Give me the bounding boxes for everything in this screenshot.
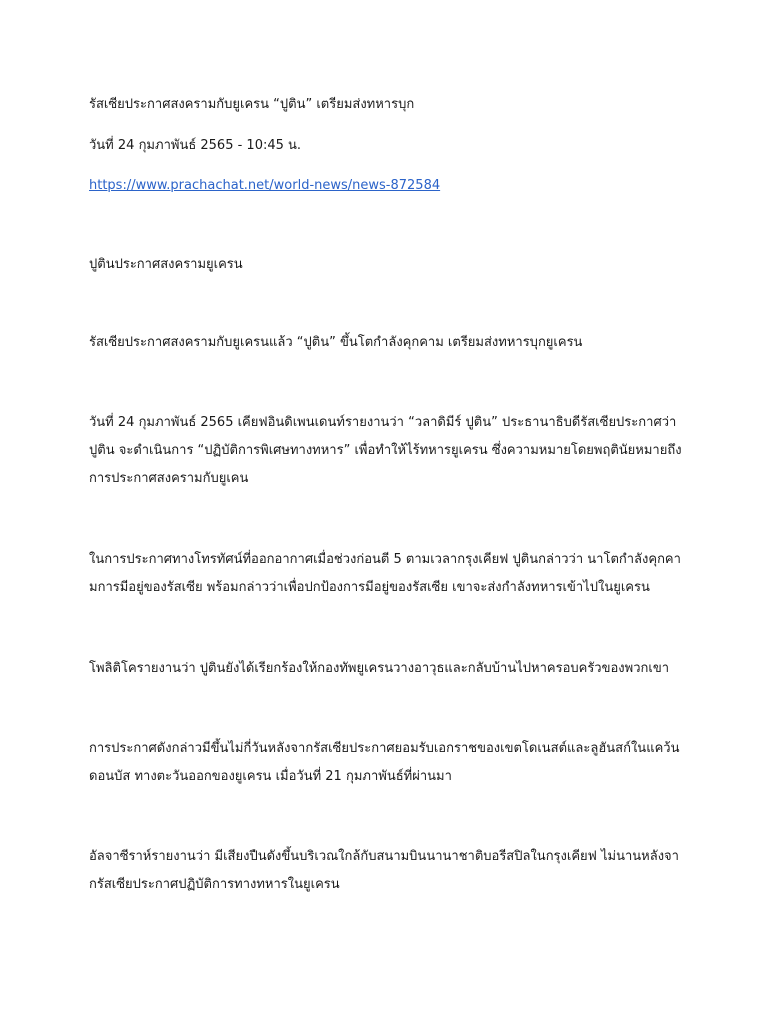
source-link-line (89, 172, 689, 200)
article-lead: รัสเซียประกาศสงครามกับยูเครนแล้ว “ปูติน” ขึ้นโตกำลังคุกคาม เตรียมส่งทหารบุกยูเครน (89, 335, 583, 350)
article-paragraph-2: ในการประกาศทางโทรทัศน์ที่ออกอากาศเมื่อช่วงก่อนตี 5 ตามเวลากรุงเคียฟ ปูตินกล่าวว่า นาโตกำลังคุกคามการมีอยู่ของรัสเซีย พร้อมกล่าวว่าเพื่อปกป้องการมีอยู่ของรัสเซีย เขาจะส่งกำลังทหารเข้าไปในยูเครน (89, 552, 681, 595)
article-paragraph-3: โพลิติโครายงานว่า ปูตินยังได้เรียกร้องให้กองทัพยูเครนวางอาวุธและกลับบ้านไปหาครอบครัวของพวกเขา (89, 661, 670, 676)
article-paragraph-5: อัลจาซีราห์รายงานว่า มีเสียงปืนดังขึ้นบริเวณใกล้กับสนามบินนานาชาติบอรีสปิลในกรุงเคียฟ ไม่นานหลังจากรัสเซียประกาศปฏิบัติการทางทหารในยูเครน (89, 849, 679, 892)
article-subheading: ปูตินประกาศสงครามยูเครน (89, 257, 243, 272)
article-headline: รัสเซียประกาศสงครามกับยูเครน “ปูติน” เตรียมส่งทหารบุก (89, 97, 415, 112)
article-dateline: วันที่ 24 กุมภาพันธ์ 2565 - 10:45 น. (89, 138, 302, 153)
article-paragraph-1: วันที่ 24 กุมภาพันธ์ 2565 เคียฟอินดิเพนเดนท์รายงานว่า “วลาดิมีร์ ปูติน” ประธานาธิบดีรัสเซียประกาศว่า ปูติน จะดำเนินการ “ปฏิบัติการพิเศษทางทหาร” เพื่อทำให้ไร้ทหารยูเครน ซึ่งความหมายโดยพฤตินัยหมายถึงการประกาศสงครามกับยูเคน (89, 415, 682, 486)
article-paragraph-4: การประกาศดังกล่าวมีขึ้นไม่กี่วันหลังจากรัสเซียประกาศยอมรับเอกราชของเขตโดเนสต์และลูฮันสก์ในแคว้นดอนบัส ทางตะวันออกของยูเครน เมื่อวันที่ 21 กุมภาพันธ์ที่ผ่านมา (89, 741, 680, 784)
source-link[interactable]: https://www.prachachat.net/world-news/news-872584 (89, 178, 441, 193)
